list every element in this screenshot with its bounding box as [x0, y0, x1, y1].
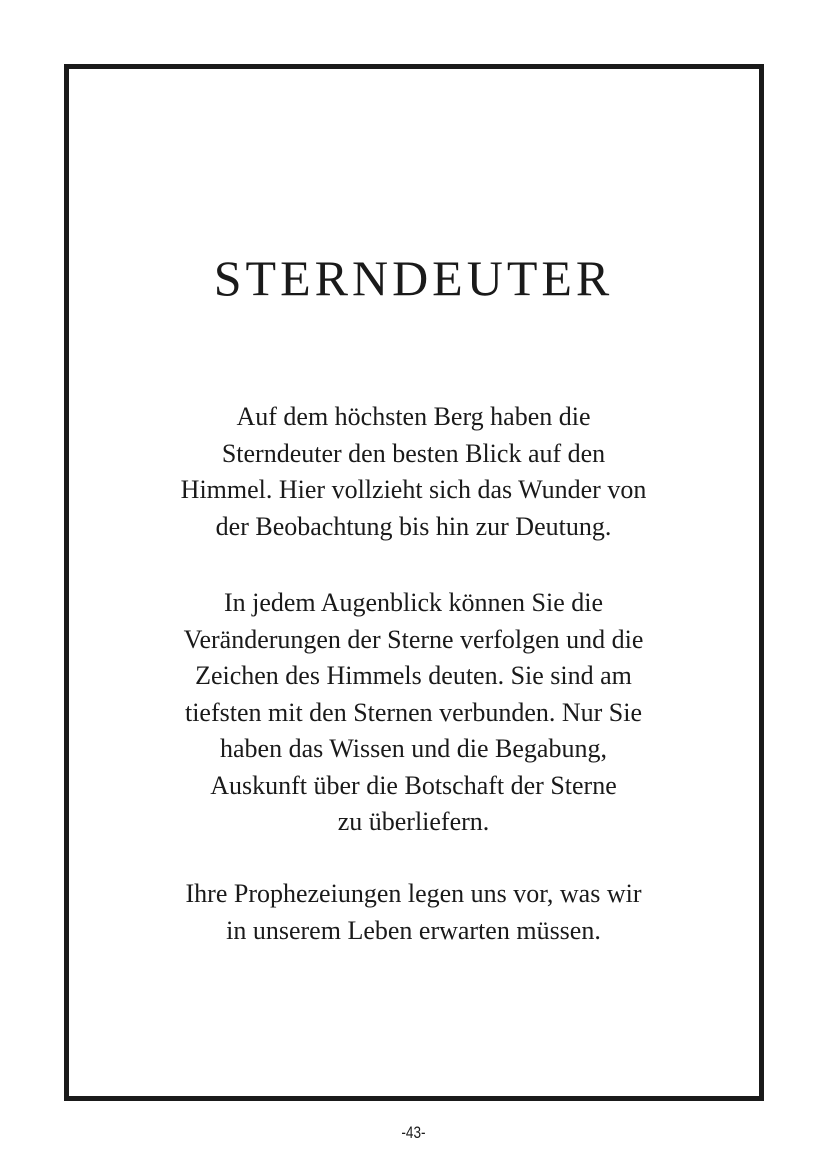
paragraph-line: Himmel. Hier vollzieht sich das Wunder von: [180, 475, 647, 504]
page-title: STERNDEUTER: [213, 250, 614, 306]
paragraph-line: Sterndeuter den besten Blick auf den: [221, 438, 606, 468]
page-number: -43-: [401, 1123, 426, 1142]
paragraph-line: Auf dem höchsten Berg haben die: [236, 402, 591, 431]
paragraph-line: Ihre Prophezeiungen legen uns vor, was wir: [185, 879, 642, 908]
paragraph-line: Zeichen des Himmels deuten. Sie sind am: [195, 661, 632, 690]
paragraph-line: in unserem Leben erwarten müssen.: [226, 915, 601, 945]
paragraph-line: Auskunft über die Botschaft der Sterne: [210, 770, 617, 800]
paragraph-line: zu überliefern.: [337, 807, 490, 836]
paragraph-2: [0, 585, 827, 841]
paragraph-line: der Beobachtung bis hin zur Deutung.: [215, 511, 612, 541]
paragraph-3: [0, 876, 827, 949]
paragraph-1: [0, 399, 827, 545]
paragraph-line: Veränderungen der Sterne verfolgen und die: [183, 624, 644, 654]
paragraph-line: In jedem Augenblick können Sie die: [223, 588, 604, 617]
paragraph-line: tiefsten mit den Sternen verbunden. Nur Sie: [184, 697, 643, 727]
paragraph-line: haben das Wissen und die Begabung,: [220, 734, 607, 763]
